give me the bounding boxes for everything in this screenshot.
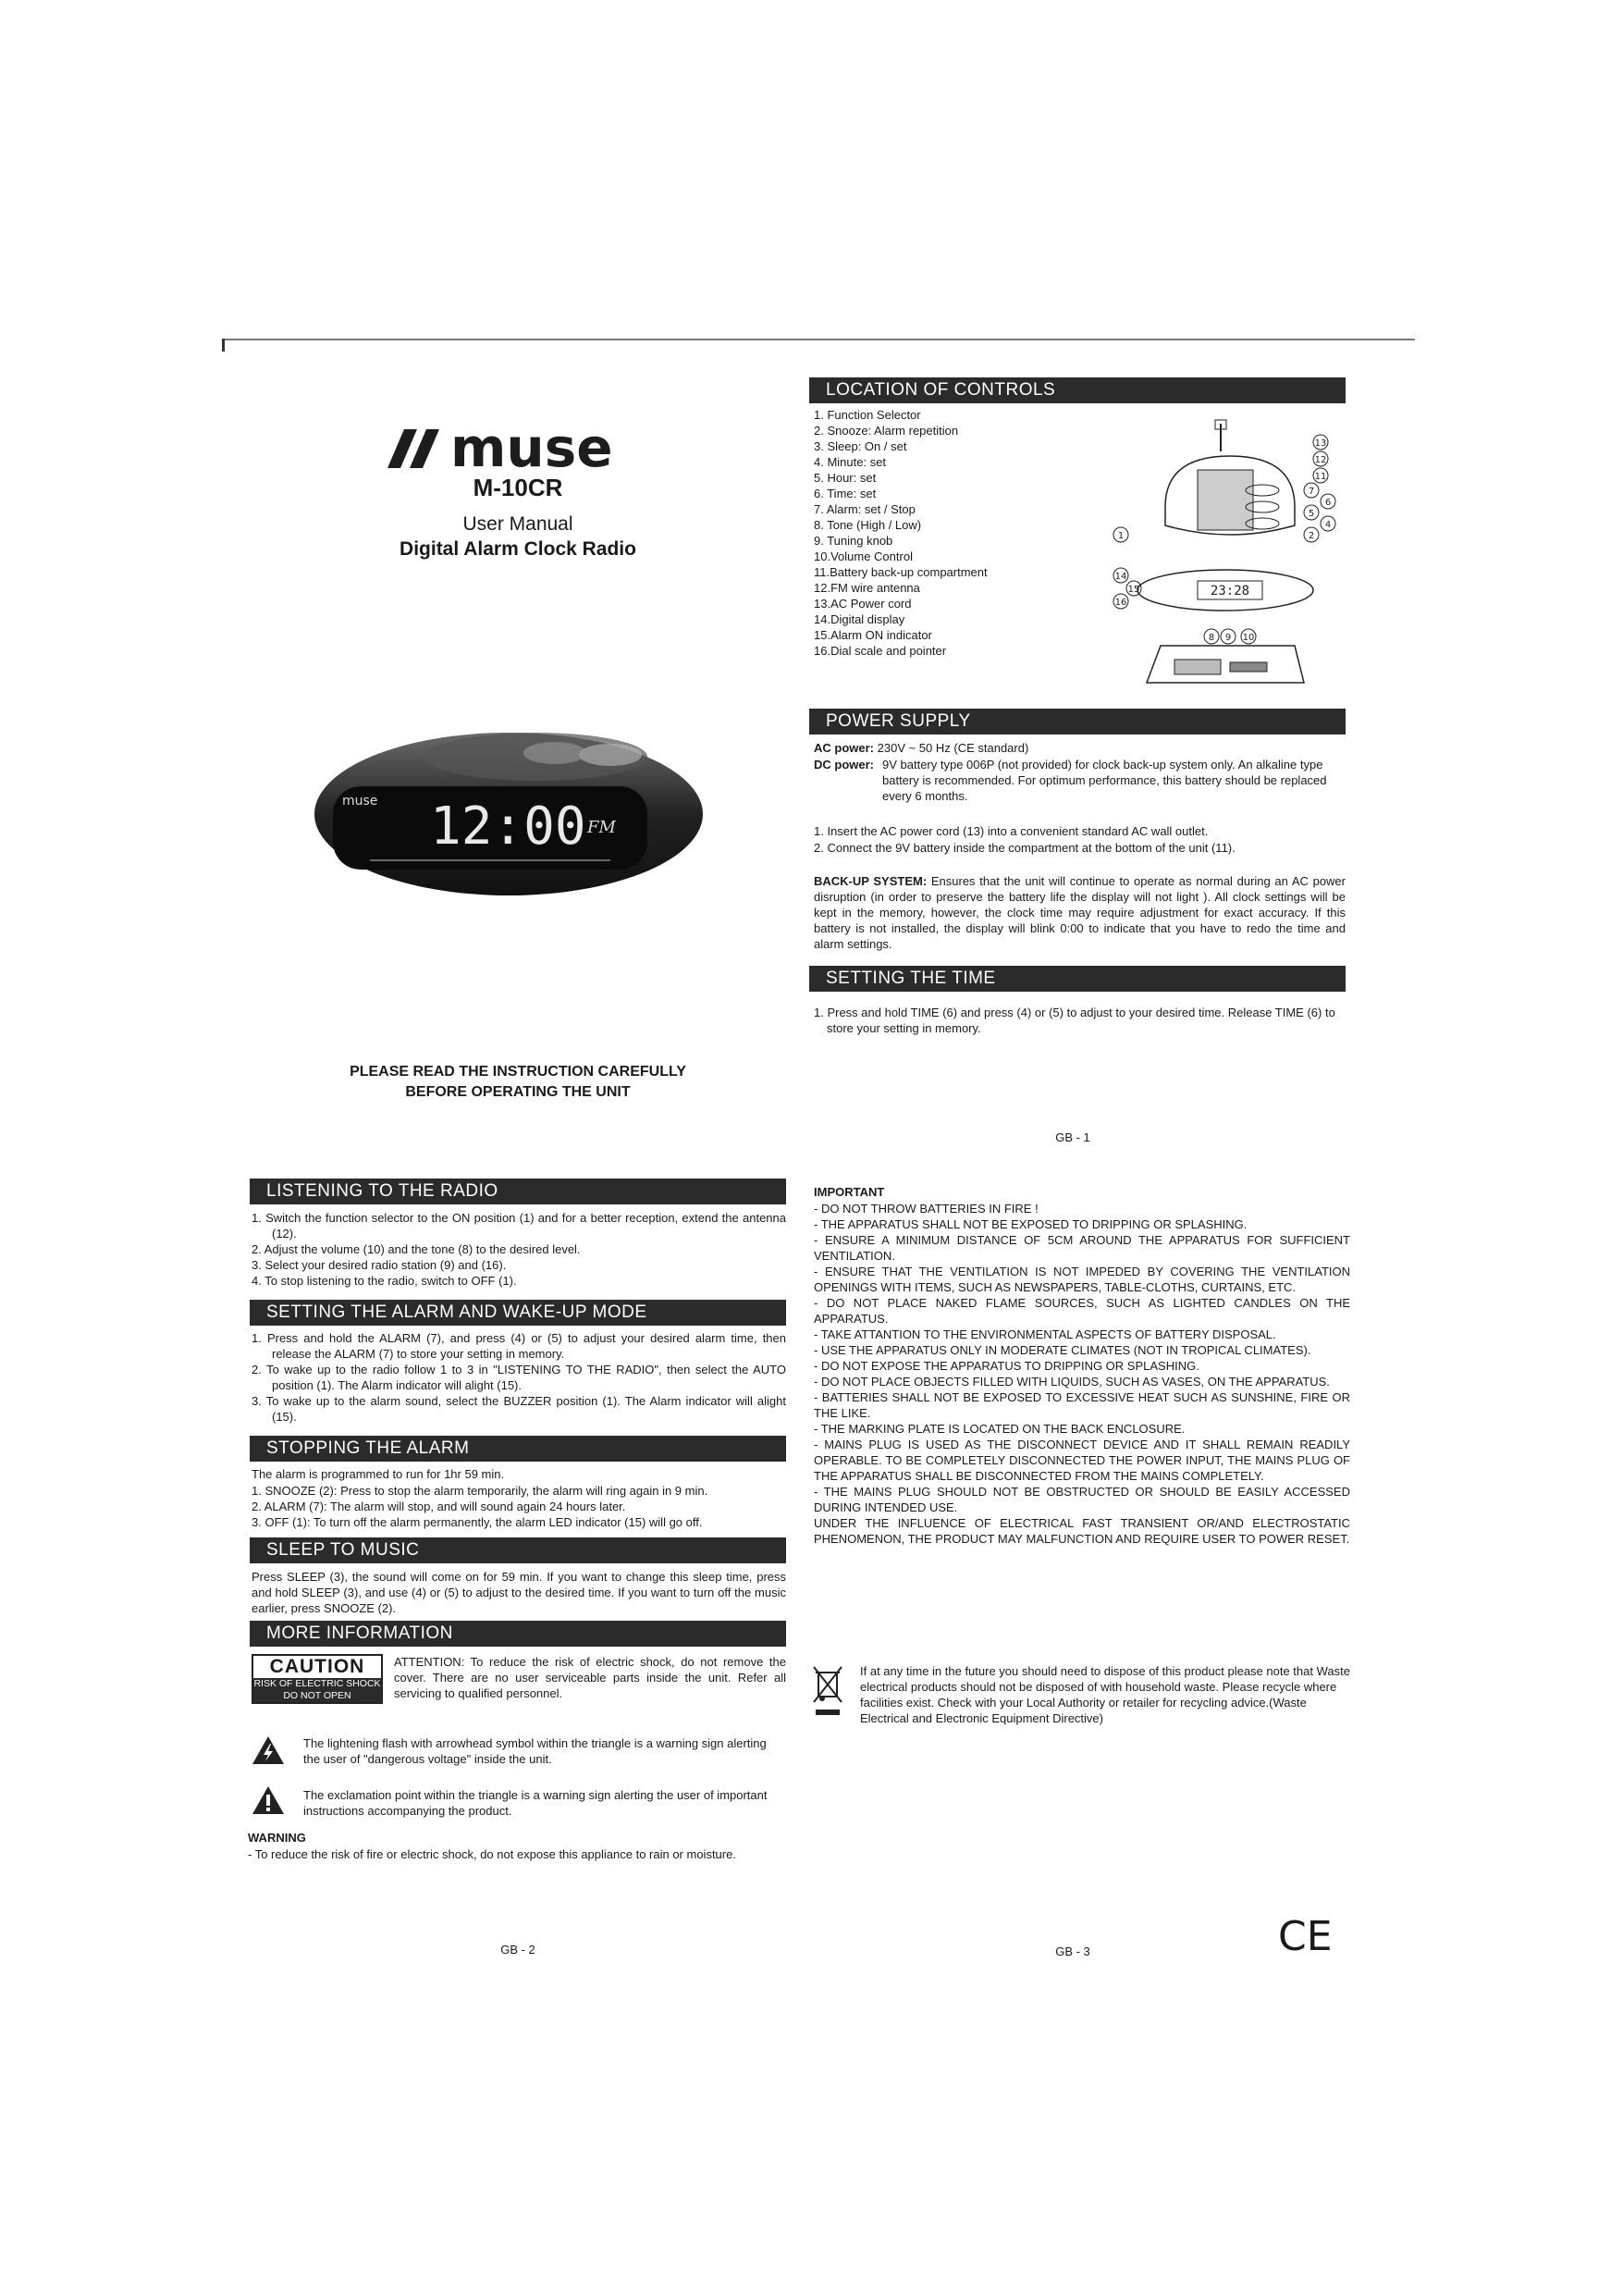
- page-number-2: GB - 2: [500, 1943, 535, 1957]
- important-item: - DO NOT EXPOSE THE APPARATUS TO DRIPPING OR SPLASHING.: [814, 1359, 1199, 1373]
- power-header: POWER SUPPLY: [809, 709, 1346, 734]
- callout-16: 16: [1114, 598, 1127, 608]
- caution-line-2: DO NOT OPEN: [253, 1690, 381, 1702]
- callout-5: 5: [1308, 509, 1315, 519]
- backup-text: Ensures that the unit will continue to operate as normal during an AC power disruption (in order to preserve the battery life the display will not light ). All clock settings will be kept in the memory, however, the clock time may require adjustment for exact accuracy. If this battery is not installed, the display will blink 0:00 to indicate that you have to redo the time and alarm settings.: [814, 874, 1346, 951]
- radio-header: LISTENING TO THE RADIO: [250, 1179, 786, 1204]
- callout-6: 6: [1324, 498, 1332, 508]
- controls-list: [814, 407, 1091, 659]
- callout-1: 1: [1117, 531, 1125, 541]
- top-tick: [222, 339, 225, 352]
- callout-14: 14: [1114, 572, 1127, 582]
- exclamation-text: The exclamation point within the triangle is a warning sign alerting the user of important instructions accompanying the product.: [303, 1788, 768, 1818]
- power-ac: [814, 740, 1346, 756]
- controls-item: 6. Time: set: [814, 487, 877, 500]
- alarm-list: [252, 1330, 786, 1425]
- controls-item: 7. Alarm: set / Stop: [814, 502, 916, 516]
- more-header: MORE INFORMATION: [250, 1621, 786, 1647]
- callout-9: 9: [1224, 633, 1232, 643]
- important-item: UNDER THE INFLUENCE OF ELECTRICAL FAST TRANSIENT OR/AND ELECTROSTATIC PHENOMENON, THE PRODUCT MAY MALFUNCTION AND REQUIRE USER TO POWER RESET.: [814, 1516, 1350, 1546]
- important-item: - BATTERIES SHALL NOT BE EXPOSED TO EXCESSIVE HEAT SUCH AS SUNSHINE, FIRE OR THE LIKE.: [814, 1390, 1350, 1420]
- controls-item: 8. Tone (High / Low): [814, 518, 922, 532]
- power-step-2: 2. Connect the 9V battery inside the compartment at the bottom of the unit (11).: [814, 841, 1236, 855]
- important-item: - ENSURE THAT THE VENTILATION IS NOT IMPEDED BY COVERING THE VENTILATION OPENINGS WITH ITEMS, SUCH AS NEWSPAPERS, TABLE-CLOTHS, CURTAINS, ETC.: [814, 1265, 1350, 1294]
- clock-fm-badge: FM: [587, 818, 616, 837]
- caution-title: CAUTION: [269, 1656, 365, 1677]
- callout-15: 15: [1127, 585, 1140, 595]
- caution-line-1: RISK OF ELECTRIC SHOCK: [253, 1678, 381, 1689]
- brand-wordmark: muse: [450, 416, 613, 474]
- cover-model: M-10CR: [473, 474, 563, 501]
- power-dc-label: DC power:: [814, 758, 874, 772]
- important-item: - MAINS PLUG IS USED AS THE DISCONNECT DEVICE AND IT SHALL REMAIN READILY OPERABLE. TO BE COMPLETELY DISCONNECTED THE POWER INPUT, THE MAINS PLUG OF THE APPARATUS SHALL BE DISCONNECTED FROM THE MAINS COMPLETELY.: [814, 1438, 1350, 1483]
- controls-item: 4. Minute: set: [814, 455, 887, 469]
- important-item: - THE MAINS PLUG SHOULD NOT BE OBSTRUCTED OR SHOULD BE EASILY ACCESSED DURING INTENDED USE.: [814, 1485, 1350, 1514]
- cover-title-1: User Manual: [462, 513, 573, 535]
- controls-item: 2. Snooze: Alarm repetition: [814, 424, 959, 438]
- warning-title: WARNING: [248, 1831, 306, 1845]
- radio-item: 2. Adjust the volume (10) and the tone (8) to the desired level.: [252, 1242, 581, 1256]
- muse-logo-graphic: [384, 414, 652, 474]
- alarm-item: 2. To wake up to the radio follow 1 to 3 in "LISTENING TO THE RADIO", then select the AUTO position (1). The Alarm indicator will alight (15).: [252, 1363, 786, 1392]
- power-step-1: 1. Insert the AC power cord (13) into a convenient standard AC wall outlet.: [814, 824, 1209, 838]
- callout-7: 7: [1308, 487, 1315, 497]
- important-list: [814, 1201, 1350, 1547]
- power-dc: [814, 757, 1346, 804]
- clock-radio-photo: [305, 712, 712, 907]
- stopping-item: 3. OFF (1): To turn off the alarm permanently, the alarm LED indicator (15) will go off.: [252, 1515, 703, 1529]
- important-item: - THE MARKING PLATE IS LOCATED ON THE BACK ENCLOSURE.: [814, 1422, 1186, 1436]
- time-header: SETTING THE TIME: [809, 966, 1346, 992]
- callout-13: 13: [1314, 438, 1327, 449]
- callout-2: 2: [1308, 531, 1315, 541]
- important-item: - ENSURE A MINIMUM DISTANCE OF 5CM AROUND THE APPARATUS FOR SUFFICIENT VENTILATION.: [814, 1233, 1350, 1263]
- lightning-text: The lightening flash with arrowhead symbol within the triangle is a warning sign alerting the user of "dangerous voltage" inside the unit.: [303, 1736, 767, 1766]
- cover-title-2: Digital Alarm Clock Radio: [400, 538, 636, 560]
- callout-12: 12: [1314, 455, 1327, 465]
- sleep-header: SLEEP TO MUSIC: [250, 1537, 786, 1563]
- radio-item: 1. Switch the function selector to the ON position (1) and for a better reception, extend the antenna (12).: [252, 1211, 786, 1241]
- clock-brand: muse: [342, 794, 378, 809]
- power-ac-text: 230V ~ 50 Hz (CE standard): [877, 741, 1029, 755]
- power-backup: [814, 873, 1346, 952]
- weee-text: If at any time in the future you should need to dispose of this product please note that Waste electrical products should not be disposed of with household waste. Please recycle where facilities exist. Check with your Local Authority or retailer for recycling advice.(Waste Electrical and Electronic Equipment Directive): [860, 1664, 1350, 1725]
- important-item: - DO NOT PLACE NAKED FLAME SOURCES, SUCH AS LIGHTED CANDLES ON THE APPARATUS.: [814, 1296, 1350, 1326]
- controls-item: 9. Tuning knob: [814, 534, 893, 548]
- callout-11: 11: [1314, 472, 1327, 482]
- stopping-intro: The alarm is programmed to run for 1hr 59 min.: [252, 1467, 505, 1481]
- backup-label: BACK-UP SYSTEM:: [814, 874, 928, 888]
- controls-item: 10.Volume Control: [814, 549, 913, 563]
- sleep-text: Press SLEEP (3), the sound will come on for 59 min. If you want to change this sleep time, press and hold SLEEP (3), and use (4) or (5) to adjust to the desired time. If you want to turn off the music earlier, press SNOOZE (2).: [252, 1570, 786, 1615]
- stopping-list: [252, 1483, 786, 1530]
- cover-notice-2: BEFORE OPERATING THE UNIT: [405, 1084, 631, 1100]
- power-ac-label: AC power:: [814, 741, 874, 755]
- clock-display: 12:00: [430, 796, 586, 857]
- stopping-item: 2. ALARM (7): The alarm will stop, and will sound again 24 hours later.: [252, 1500, 626, 1513]
- alarm-header: SETTING THE ALARM AND WAKE-UP MODE: [250, 1300, 786, 1326]
- page-number-3: GB - 3: [1055, 1944, 1090, 1958]
- exclamation-warning-icon: [252, 1785, 285, 1815]
- diagram-display: 23:28: [1210, 584, 1250, 599]
- important-item: - DO NOT PLACE OBJECTS FILLED WITH LIQUIDS, SUCH AS VASES, ON THE APPARATUS.: [814, 1375, 1330, 1389]
- callout-10: 10: [1242, 633, 1255, 643]
- important-item: - DO NOT THROW BATTERIES IN FIRE !: [814, 1202, 1039, 1216]
- callout-4: 4: [1324, 520, 1332, 530]
- power-dc-text: 9V battery type 006P (not provided) for clock back-up system only. An alkaline type battery is recommended. For optimum performance, this battery should be replaced every 6 months.: [882, 758, 1327, 803]
- important-item: - USE THE APPARATUS ONLY IN MODERATE CLIMATES (NOT IN TROPICAL CLIMATES).: [814, 1343, 1311, 1357]
- controls-item: 5. Hour: set: [814, 471, 877, 485]
- controls-item: 1. Function Selector: [814, 408, 921, 422]
- caution-label: [252, 1654, 383, 1704]
- important-title: IMPORTANT: [814, 1185, 885, 1199]
- brand-logo: [384, 414, 652, 474]
- controls-item: 3. Sleep: On / set: [814, 439, 907, 453]
- controls-diagram: [1110, 414, 1350, 701]
- important-item: - THE APPARATUS SHALL NOT BE EXPOSED TO DRIPPING OR SPLASHING.: [814, 1217, 1248, 1231]
- top-rule: [222, 339, 1415, 340]
- time-step-1: 1. Press and hold TIME (6) and press (4) or (5) to adjust to your desired time. Release TIME (6) to store your setting in memory.: [814, 1006, 1335, 1035]
- page-number-1: GB - 1: [1055, 1130, 1090, 1144]
- weee-bin-icon: [812, 1665, 843, 1719]
- warning-text: - To reduce the risk of fire or electric shock, do not expose this appliance to rain or moisture.: [248, 1847, 736, 1861]
- controls-header: LOCATION OF CONTROLS: [809, 377, 1346, 403]
- cover-notice-1: PLEASE READ THE INSTRUCTION CAREFULLY: [350, 1064, 686, 1080]
- lightning-warning-icon: [252, 1735, 285, 1765]
- alarm-item: 3. To wake up to the alarm sound, select the BUZZER position (1). The Alarm indicator will alight (15).: [252, 1394, 786, 1424]
- controls-item: 15.Alarm ON indicator: [814, 628, 932, 642]
- radio-item: 4. To stop listening to the radio, switch to OFF (1).: [252, 1274, 517, 1288]
- stopping-header: STOPPING THE ALARM: [250, 1436, 786, 1462]
- ce-mark: CE: [1278, 1913, 1333, 1960]
- important-item: - TAKE ATTANTION TO THE ENVIRONMENTAL ASPECTS OF BATTERY DISPOSAL.: [814, 1327, 1276, 1341]
- radio-list: [252, 1210, 786, 1289]
- stopping-item: 1. SNOOZE (2): Press to stop the alarm temporarily, the alarm will ring again in 9 min.: [252, 1484, 708, 1498]
- controls-item: 11.Battery back-up compartment: [814, 565, 988, 579]
- callout-8: 8: [1208, 633, 1215, 643]
- controls-item: 12.FM wire antenna: [814, 581, 920, 595]
- alarm-item: 1. Press and hold the ALARM (7), and press (4) or (5) to adjust your desired alarm time, then release the ALARM (7) to store your setting in memory.: [252, 1331, 786, 1361]
- caution-text: ATTENTION: To reduce the risk of electric shock, do not remove the cover. There are no user serviceable parts inside the unit. Refer all servicing to qualified personnel.: [394, 1655, 786, 1700]
- controls-item: 16.Dial scale and pointer: [814, 644, 947, 658]
- controls-item: 14.Digital display: [814, 612, 905, 626]
- controls-item: 13.AC Power cord: [814, 597, 912, 611]
- radio-item: 3. Select your desired radio station (9) and (16).: [252, 1258, 507, 1272]
